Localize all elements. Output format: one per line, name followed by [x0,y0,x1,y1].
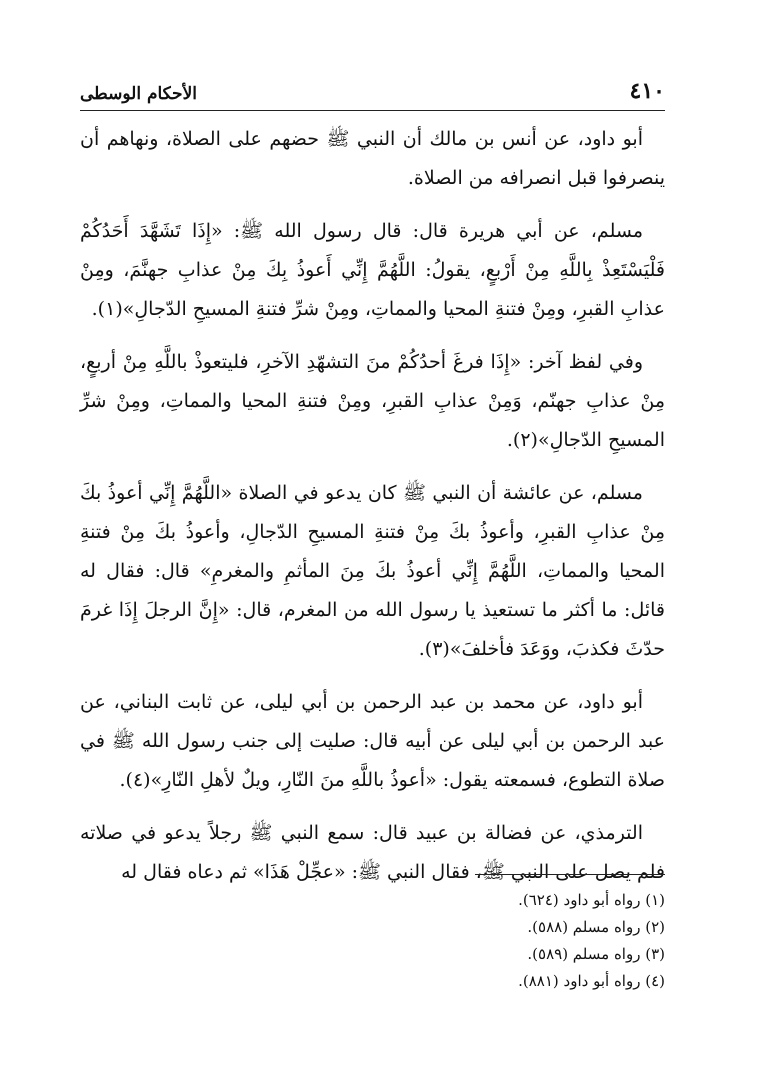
footnote-2: (٢) رواه مسلم (٥٨٨). [527,918,665,936]
running-title: الأحكام الوسطى [80,84,197,104]
page-number: ٤١٠ [629,78,665,104]
paragraph-abu-dawud-anas: أبو داود، عن أنس بن مالك أن النبي ﷺ حضهم على الصلاة، ونهاهم أن ينصرفوا قبل انصرافه من الصلاة. [80,128,665,189]
page-header [80,70,665,111]
paragraph-muslim-abu-hurayra: مسلم، عن أبي هريرة قال: قال رسول الله ﷺ: «إِذَا تَشَهَّدَ أَحَدُكُمْ فَلْيَسْتَعِذْ بِاللَّهِ مِنْ أَرْبعٍ، يقولُ: اللَّهُمَّ إِنِّي أَعوذُ بِكَ مِنْ عذابِ جهنَّمَ، ومِنْ عذابِ القبرِ، ومِنْ فتنةِ المحيا والمماتِ، ومِنْ شرِّ فتنةِ المسيحِ الدّجالِ»(١). [80,220,665,320]
footnote-1: (١) رواه أبو داود (٦٢٤). [518,891,665,909]
paragraph-another-wording: وفي لفظ آخر: «إِذَا فرغَ أحدُكُمْ منَ التشهّدِ الآخرِ، فليتعوذْ باللَّهِ مِنْ أربعٍ، مِنْ عذابِ جهنّم، وَمِنْ عذابِ القبرِ، ومِنْ فتنةِ المحيا والمماتِ، ومِنْ شرِّ المسيحِ الدّجالِ»(٢). [80,351,665,451]
paragraph-abu-dawud-abi-layla: أبو داود، عن محمد بن عبد الرحمن بن أبي ليلى، عن ثابت البناني، عن عبد الرحمن بن أبي ليلى عن أبيه قال: صليت إلى جنب رسول الله ﷺ في صلاة التطوع، فسمعته يقول: «أعوذُ باللَّهِ منَ النّارِ، ويلٌ لأهلِ النّارِ»(٤). [80,691,665,791]
paragraph-tirmidhi-fudala: الترمذي، عن فضالة بن عبيد قال: سمع النبي ﷺ رجلاً يدعو في صلاته فلم يصل على النبي ﷺ، فقال النبي ﷺ: «عجِّلْ هَذَا» ثم دعاه فقال له [80,822,665,883]
footnotes [475,874,665,995]
paragraph-muslim-aisha: مسلم، عن عائشة أن النبي ﷺ كان يدعو في الصلاة «اللَّهُمَّ إِنِّي أعوذُ بكَ مِنْ عذابِ القبرِ، وأعوذُ بكَ مِنْ فتنةِ المسيحِ الدّجالِ، وأعوذُ بكَ مِنْ فتنةِ المحيا والمماتِ، اللَّهُمَّ إِنِّي أعوذُ بكَ مِنَ المأثمِ والمغرمِ» قال: فقال له قائل: ما أكثر ما تستعيذ يا رسول الله من المغرم، قال: «إِنَّ الرجلَ إِذَا غرمَ حدّثَ فكذبَ، ووَعَدَ فأخلفَ»(٣). [80,482,665,660]
footnote-3: (٣) رواه مسلم (٥٨٩). [527,945,665,963]
main-text [80,120,665,906]
footnote-4: (٤) رواه أبو داود (٨٨١). [518,972,665,990]
